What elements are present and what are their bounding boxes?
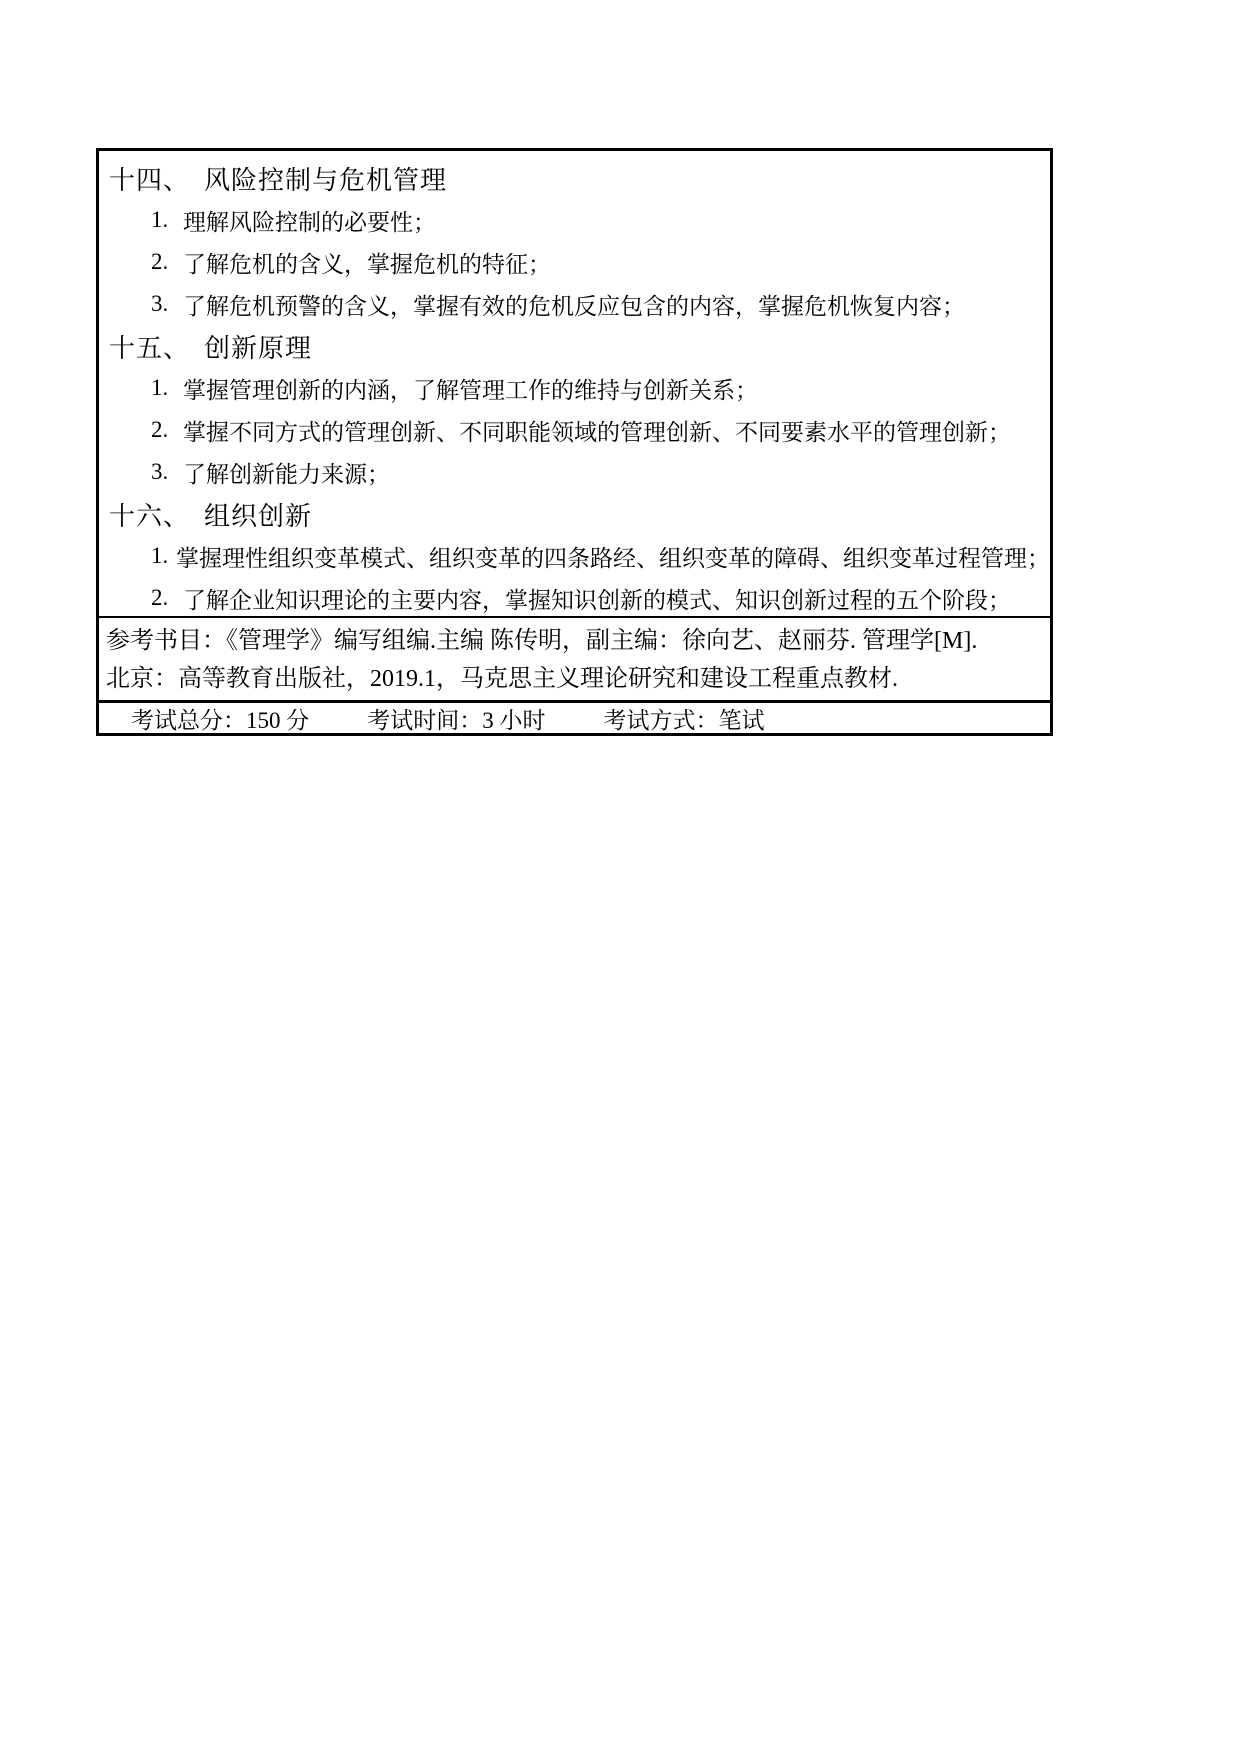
section-title: 创新原理 <box>204 333 313 363</box>
item-number: 1. <box>151 543 169 568</box>
section-number: 十六、 <box>109 501 191 531</box>
item-text: 理解风险控制的必要性； <box>183 209 436 235</box>
list-item <box>99 409 1050 451</box>
item-text: 了解创新能力来源； <box>183 461 390 487</box>
section-title: 组织创新 <box>204 501 313 531</box>
item-number: 1. <box>151 375 169 400</box>
item-text: 掌握不同方式的管理创新、不同职能领域的管理创新、不同要素水平的管理创新； <box>183 419 1011 445</box>
section-number: 十四、 <box>109 165 191 195</box>
reference-line-1: 参考书目：《管理学》编写组编.主编 陈传明，副主编：徐向艺、赵丽芬. 管理学[M]. <box>106 628 978 654</box>
section-title: 风险控制与危机管理 <box>204 165 448 195</box>
list-item <box>99 367 1050 409</box>
section-heading <box>99 157 1050 199</box>
list-item <box>99 577 1050 616</box>
reference-cell <box>99 616 1050 700</box>
exam-info-cell <box>99 700 1050 733</box>
list-item <box>99 199 1050 241</box>
list-item <box>99 283 1050 325</box>
list-item <box>99 535 1050 577</box>
item-text: 掌握管理创新的内涵，了解管理工作的维持与创新关系； <box>183 377 758 403</box>
item-number: 2. <box>151 585 169 610</box>
section-heading <box>99 493 1050 535</box>
item-number: 3. <box>151 291 169 316</box>
item-text: 了解危机的含义，掌握危机的特征； <box>183 251 551 277</box>
item-number: 3. <box>151 459 169 484</box>
exam-duration: 考试时间：3 小时 <box>367 707 546 733</box>
list-item <box>99 451 1050 493</box>
exam-total-score: 考试总分：150 分 <box>131 707 310 733</box>
item-text: 了解危机预警的含义，掌握有效的危机反应包含的内容，掌握危机恢复内容； <box>183 293 965 319</box>
section-heading <box>99 325 1050 367</box>
item-number: 1. <box>151 207 169 232</box>
item-text: 掌握理性组织变革模式、组织变革的四条路经、组织变革的障碍、组织变革过程管理； <box>176 545 1050 571</box>
reference-line-2: 北京：高等教育出版社，2019.1，马克思主义理论研究和建设工程重点教材. <box>106 666 898 692</box>
item-text: 了解企业知识理论的主要内容，掌握知识创新的模式、知识创新过程的五个阶段； <box>183 587 1011 613</box>
exam-method: 考试方式：笔试 <box>603 707 765 733</box>
sections-cell <box>99 151 1050 616</box>
item-number: 2. <box>151 249 169 274</box>
section-number: 十五、 <box>109 333 191 363</box>
list-item <box>99 241 1050 283</box>
item-number: 2. <box>151 417 169 442</box>
syllabus-table <box>96 148 1053 736</box>
